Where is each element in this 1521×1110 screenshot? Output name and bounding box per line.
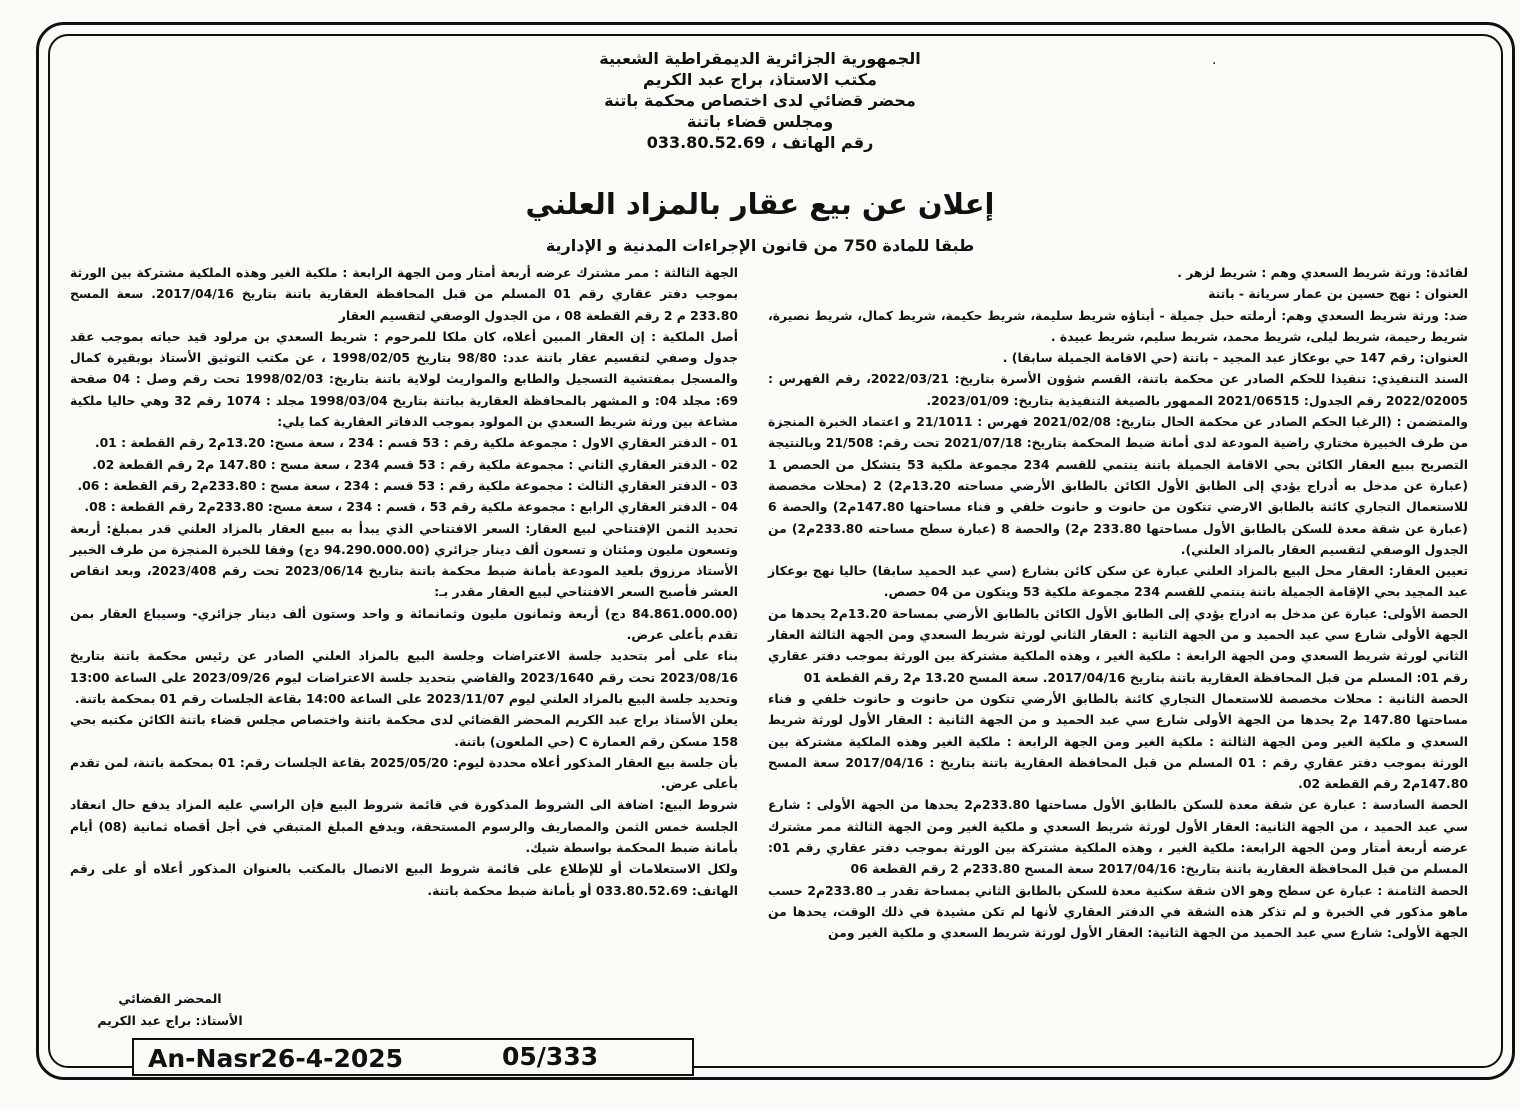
paragraph: الجهة الثالثة : ممر مشترك عرضه أربعة أمتار ومن الجهة الرابعة : ملكية الغير وهذه الملكية مشتركة بين الورثة بموجب دفتر عقاري رقم 01 المسلم من قبل المحافظة العقارية باتنة بتاريخ 2017/04/16. سعة المسح 233.80 م 2 رقم القطعة 08 ، من الجدول الوصفي لتقسيم العقار (70, 265, 738, 323)
publication-date: An-Nasr26-4-2025 (148, 1044, 404, 1073)
paragraph: 02 - الدفتر العقاري الثاني : مجموعة ملكية رقم : 53 قسم 234 ، سعة مسح : 147.80 م2 رقم القطعة 02. (92, 456, 738, 472)
paragraph: السند التنفيذي: تنفيذا للحكم الصادر عن محكمة باتنة، القسم شؤون الأسرة بتاريخ: 2022/03/21، رقم الفهرس : 2022/02005 رقم الجدول: 2021/06515 الممهور بالصيغة التنفيذية بتاريخ: 2023/01/09. (768, 371, 1469, 408)
paragraph: بناء على أمر بتحديد جلسة الاعتراضات وجلسة البيع بالمزاد العلني الصادر عن رئيس محكمة باتنة بتاريخ 2023/08/16 تحت رقم 2023/1640 والقاضي بتحديد جلسة الاعتراضات ليوم 2023/09/26 على الساعة 13:00 وتحديد جلسة البيع بالمزاد العلني ليوم 2023/11/07 على الساعة 14:00 بقاعة الجلسات رقم 01 بمحكمة باتنة. (70, 648, 739, 706)
paragraph: الحصة الثانية : محلات مخصصة للاستعمال التجاري كائنة بالطابق الأرضي تتكون من حانوت و حانوت خلفي و فناء مساحتها 147.80 م2 يحدها من الجهة الأولى شارع سي عبد الحميد و من الجهة الثانية : العقار الأول لورثة شريط السعدي و ملكية الغير ومن الجهة الثالثة : ملكية الغير ومن الجهة الرابعة : ملكية الغير وهذه الملكية مشتركة بين الورثة بموجب دفتر عقاري رقم : 01 المسلم من قبل المحافظة العقارية باتنة بتاريخ : 2017/04/16 سعة المسح 147.80م2 رقم القطعة 02. (768, 690, 1468, 792)
letterhead (300, 48, 1220, 153)
paragraph: الحصة الأولى: عبارة عن مدخل به ادراج يؤدي إلى الطابق الأول الكائن بالطابق الأرضي بمساحة 13.20م2 يحدها من الجهة الأولى شارع سي عبد الحميد و من الجهة الثانية : العقار الثاني لورثة شريط السعدي ومن الجهة الثالثة العقار الثاني لورثة شريط السعدي ومن الجهة الرابعة : ملكية الغير ، وهذه الملكية مشتركة بين الورثة بموجب دفتر عقاري رقم 01: المسلم من قبل المحافظة العقارية باتنة بتاريخ 2017/04/16. سعة المسح 13.20 م2 رقم القطعة 01 (768, 605, 1468, 685)
paragraph: يعلن الأستاذ براج عبد الكريم المحضر القضائي لدى محكمة باتنة واختصاص مجلس قضاء باتنة الكائن مكتبه بحي 158 مسكن رقم العمارة C (حي الملعون) باتنة. (70, 712, 738, 749)
paragraph: 03 - الدفتر العقاري الثالث : مجموعة ملكية رقم : 53 قسم : 234 ، سعة مسح : 233.80م2 رقم القطعة : 06. (77, 477, 738, 493)
paragraph: 04 - الدفتر العقاري الرابع : مجموعة ملكية رقم 53 ، قسم : 234 ، سعة مسح: 233.80م2 رقم القطعة : 08. (84, 499, 738, 515)
paragraph: العنوان: رقم 147 حي بوعكاز عبد المجيد - باتنة (حي الاقامة الجميلة سابقا) . (1002, 350, 1468, 366)
paragraph: ضد: ورثة شريط السعدي وهم: أرملته حبل جميلة - أبناؤه شريط سليمة، شريط حكيمة، شريط كمال، شريط نصيرة، شريط رحيمة، شريط ليلى، شريط محمد، شريط سليم، شريط عبيدة . (768, 307, 1468, 344)
paragraph: الحصة الثامنة : عبارة عن سطح وهو الان شقة سكنية معدة للسكن بالطابق الثاني بمساحة تقدر بـ 233.80م2 حسب ماهو مذكور في الخبرة و لم تذكر هذه الشقة في الدفتر العقاري لأنها لم تكن مشيدة في ذلك الوقت، يحدها من الجهة الأولى: شارع سي عبد الحميد من الجهة الثانية: العقار الأول لورثة شريط السعدي و ملكية الغير ومن (768, 882, 1468, 941)
paragraph: تحديد الثمن الإفتتاحي لبيع العقار: السعر الافتتاحي الذي يبدأ به ببيع العقار بالمزاد العلني قدر بمبلغ: أربعة وتسعون مليون ومئتان و تسعون ألف دينار جزائري (94.290.000.00 دج) وفقا للخبرة المنجزة من طرف الخبير الأستاذ مرزوق بلعيد المودعة بأمانة ضبط محكمة باتنة بتاريخ 2023/06/14 تحت رقم 2023/408، وبعد انقاص العشر فأصبح السعر الافتتاحي لبيع العقار مقدر بـ: (70, 520, 738, 600)
paragraph: 01 - الدفتر العقاري الاول : مجموعة ملكية رقم : 53 قسم : 234 ، سعة مسح: 13.20م2 رقم القطعة : 01. (94, 435, 738, 451)
paragraph: والمتضمن : (الرغبا الحكم الصادر عن محكمة الحال بتاريخ: 2021/02/08 فهرس : 21/1011 و اعتماد الخبرة المنجزة من طرف الخبيرة مختاري راضية المودعة لدى أمانة ضبط المحكمة بتاريخ: 2021/07/18 تحت رقم: 21/508 وبالنتيجة التصريح ببيع العقار الكائن بحي الاقامة الجميلة باتنة ينتمي للقسم 234 مجموعة ملكية 53 يتشكل من الحصص 1 (عبارة عن مدخل به أدراج يؤدي إلى الطابق الأول الكائن بالطابق الأرضي مساحته 13.20م2) 2 (محلات مخصصة للاستعمال التجاري كائنة بالطابق الارضي تتكون من حانوت و حانوت خلفي و فناء مساحتها 147.80م2) والحصة 6 (عبارة عن شقة معدة للسكن بالطابق الأول مساحتها 233.80 م2) والحصة 8 (عبارة سطح مساحته 233.80م2) من الجدول الوصفي لتقسيم العقار بالمزاد العلني). (768, 414, 1469, 557)
paragraph: بأن جلسة بيع العقار المذكور أعلاه محددة ليوم: 2025/05/20 بقاعة الجلسات رقم: 01 بمحكمة باتنة، لمن تقدم بأعلى عرض. (70, 754, 738, 792)
paragraph: ولكل الاستعلامات أو للإطلاع على قائمة شروط البيع الاتصال بالمكتب بالعنوان المذكور أعلاه أو على رقم الهاتف: 033.80.52.69 أو بأمانة ضبط محكمة باتنة. (70, 861, 738, 898)
office-line: مكتب الاستاذ، براج عبد الكريم (643, 70, 877, 89)
right-column (768, 262, 1468, 1037)
signature-name: الأستاذ: براج عبد الكريم (97, 1013, 243, 1028)
council-line: ومجلس قضاء باتنة (686, 112, 834, 131)
signature-title: المحضر القضائي (118, 991, 222, 1006)
bailiff-line: محضر قضائي لدى اختصاص محكمة باتنة (604, 91, 916, 110)
paragraph: العنوان : نهج حسين بن عمار سريانة - باتنة (1208, 286, 1468, 302)
phone-line: رقم الهاتف ، 033.80.52.69 (646, 133, 874, 152)
republic-line: الجمهورية الجزائرية الديمقراطية الشعبية (599, 49, 921, 68)
paragraph: الحصة السادسة : عبارة عن شقة معدة للسكن بالطابق الأول مساحتها 233.80م2 يحدها من الجهة الأولى : شارع سي عبد الحميد ، من الجهة الثانية: العقار الأول لورثة شريط السعدي و ملكية الغير ومن الجهة الثالثة ممر مشترك عرضه أربعة أمتار ومن الجهة الرابعة: ملكية الغير ، وهذه الملكية مشتركة بين الورثة بموجب دفتر عقاري رقم 01: المسلم من قبل المحافظة العقارية باتنة بتاريخ: 2017/04/16 سعة المسح 233.80م 2 رقم القطعة 06 (768, 797, 1468, 877)
reference-number: 05/333 (502, 1042, 599, 1071)
notice-subtitle: طبقا للمادة 750 من قانون الإجراءات المدنية و الإدارية (545, 236, 975, 255)
paragraph: لفائدة: ورثة شريط السعدي وهم : شريط لزهر . (1177, 265, 1468, 280)
signature-block (70, 988, 270, 1032)
stray-mark: · (1212, 56, 1217, 72)
paragraph: (84.861.000.00 دج) أربعة وثمانون مليون وثمانمائة و واحد وستون ألف دينار جزائري- وسيباع العقار بمن تقدم بأعلى عرض. (70, 605, 738, 643)
left-column (70, 262, 739, 898)
paragraph: أصل الملكية : إن العقار المبين أعلاه، كان ملكا للمرحوم : شريط السعدي بن مرلود قيد حياته بموجب عقد جدول وصفي لتقسيم عقار باتنة عدد: 98/80 بتاريخ 1998/02/05 ، عن مكتب التوثيق الأستاذ بوبقيرة كمال والمسجل بمفتشية التسجيل والطابع والمواريث لولاية باتنة بتاريخ: 1998/02/03 تحت رقم وصل : 04 صفحة 69: مجلد 04: و المشهر بالمحافظة العقارية بباتنة بتاريخ 1998/03/04 مجلد : 1074 رقم 32 وهي حاليا ملكية مشاعة بين ورثة شريط السعدي بن المولود بموجب الدفاتر العقارية كما يلي: (70, 328, 739, 430)
notice-title: إعلان عن بيع عقار بالمزاد العلني (525, 187, 995, 221)
paragraph: شروط البيع: اضافة الى الشروط المذكورة في قائمة شروط البيع فإن الراسي عليه المزاد يدفع حال انعقاد الجلسة خمس الثمن والمصاريف والرسوم المستحقة، ويدفع المبلغ المتبقي في أجل أقصاه ثمانية (08) أيام بأمانة ضبط المحكمة بواسطة شيك. (70, 797, 738, 856)
paragraph: تعيين العقار: العقار محل البيع بالمزاد العلني عبارة عن سكن كائن بشارع (سي عبد الحميد سابقا) حاليا نهج بوعكاز عبد المجيد بحي الإقامة الجميلة باتنة ينتمي للقسم 234 مجموعة ملكية 53 ويتكون من 04 حصص. (768, 563, 1468, 600)
